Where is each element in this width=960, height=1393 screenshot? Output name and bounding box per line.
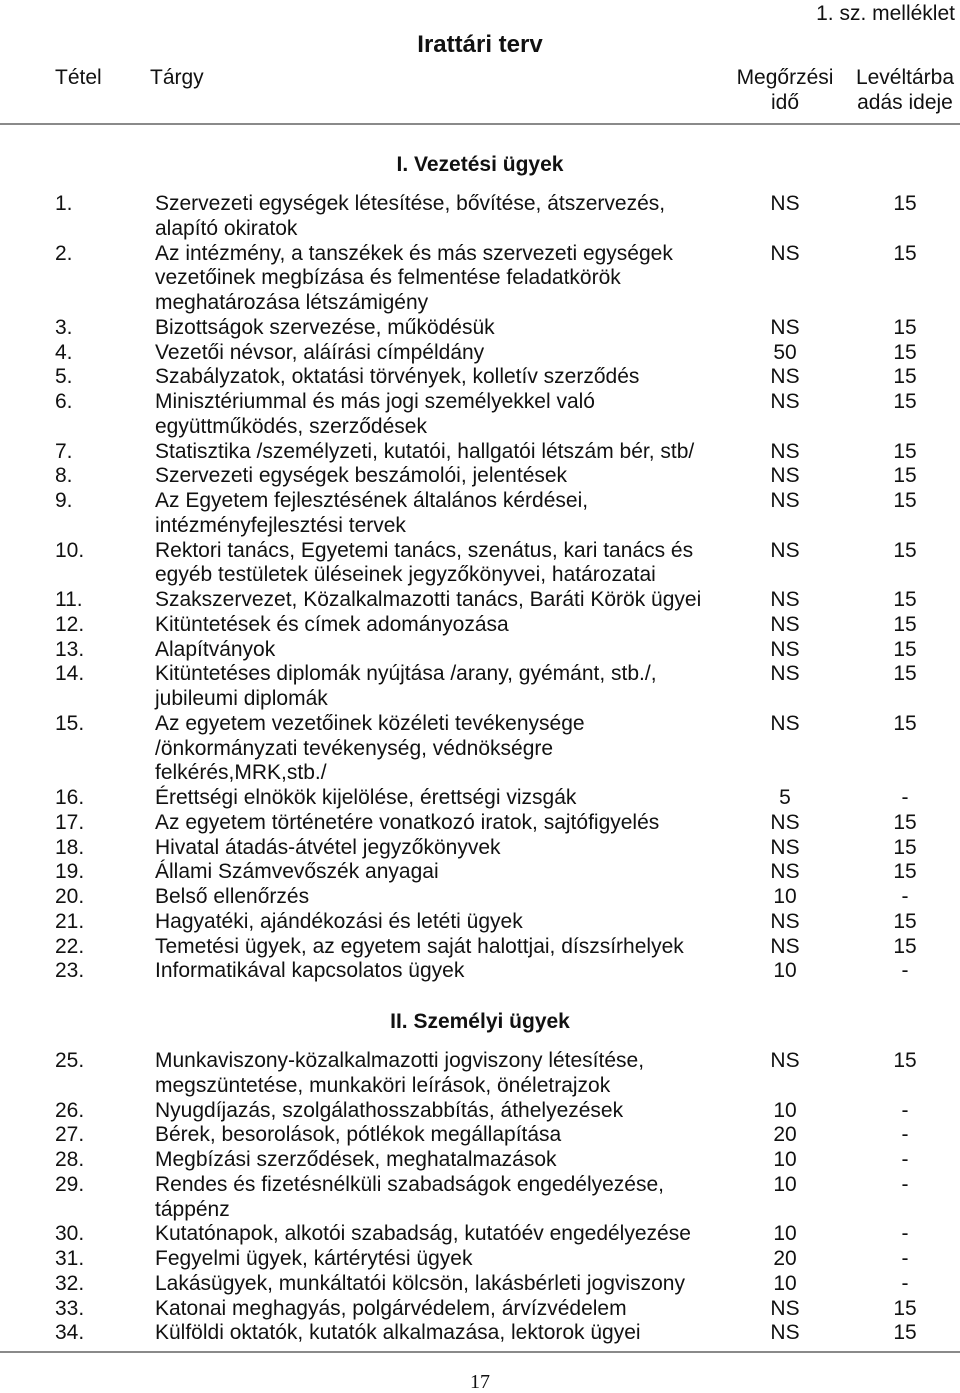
archive-transfer: 15 <box>893 365 917 389</box>
table-row <box>0 1222 960 1247</box>
table-row <box>0 1148 960 1173</box>
archive-transfer: 15 <box>893 315 917 339</box>
item-number: 7. <box>55 439 73 463</box>
archive-transfer: 15 <box>893 810 917 834</box>
item-number: 19. <box>55 860 85 884</box>
item-subject <box>155 662 725 712</box>
retention-period: NS <box>770 711 800 735</box>
item-subject <box>155 1148 725 1173</box>
item-number: 6. <box>55 390 73 413</box>
item-number: 26. <box>55 1098 85 1122</box>
item-number: 9. <box>55 489 73 512</box>
subject-line: intézményfejlesztési tervek <box>155 513 406 537</box>
archive-transfer: 15 <box>893 909 917 933</box>
table-row <box>0 489 960 539</box>
item-subject <box>155 1247 725 1272</box>
retention-period: NS <box>770 365 800 389</box>
item-subject <box>155 1173 725 1223</box>
retention-period: 10 <box>773 1271 797 1295</box>
item-number: 17. <box>55 810 85 834</box>
archive-transfer: 15 <box>893 1321 917 1345</box>
subject-line: Munkaviszony-közalkalmazotti jogviszony létesítése, <box>155 1049 645 1072</box>
item-subject <box>155 316 725 341</box>
section-heading: II. Személyi ügyek <box>390 1010 570 1033</box>
item-subject <box>155 1123 725 1148</box>
column-header-archive <box>855 66 955 115</box>
archive-transfer: 15 <box>893 1296 917 1320</box>
item-subject <box>155 786 725 811</box>
retention-period: 10 <box>773 885 797 908</box>
archive-transfer: 15 <box>893 1049 917 1072</box>
item-subject <box>155 836 725 861</box>
subject-line: Lakásügyek, munkáltatói kölcsön, lakásbérleti jogviszony <box>155 1271 685 1295</box>
table-row <box>0 1272 960 1297</box>
item-subject <box>155 341 725 366</box>
subject-line: Külföldi oktatók, kutatók alkalmazása, lektorok ügyei <box>155 1321 641 1345</box>
item-subject <box>155 712 725 786</box>
subject-line: Bizottságok szervezése, működésük <box>155 315 495 339</box>
table-row <box>0 811 960 836</box>
table-row <box>0 192 960 242</box>
item-subject <box>155 1297 725 1322</box>
retention-period: NS <box>770 538 800 562</box>
subject-line: Alapítványok <box>155 637 276 661</box>
retention-period: 10 <box>773 1098 797 1122</box>
item-number: 29. <box>55 1172 85 1196</box>
subject-line: /önkormányzati tevékenység, védnökségre <box>155 736 554 760</box>
item-subject <box>155 365 725 390</box>
subject-line: Informatikával kapcsolatos ügyek <box>155 959 465 983</box>
item-number: 4. <box>55 340 73 364</box>
retention-period: NS <box>770 1296 800 1320</box>
item-subject <box>155 1099 725 1124</box>
subject-line: Bérek, besorolások, pótlékok megállapítása <box>155 1123 562 1147</box>
table-row <box>0 464 960 489</box>
subject-line: Vezetői névsor, aláírási címpéldány <box>155 340 485 364</box>
retention-period: NS <box>770 315 800 339</box>
retention-period: NS <box>770 637 800 661</box>
item-number: 31. <box>55 1247 85 1270</box>
table-row <box>0 1297 960 1322</box>
retention-period: NS <box>770 489 800 512</box>
retention-period: NS <box>770 464 800 488</box>
subject-line: vezetőinek megbízása és felmentése feladatkörök <box>155 266 621 290</box>
table-row <box>0 885 960 910</box>
subject-line: Szakszervezet, Közalkalmazotti tanács, Baráti Körök ügyei <box>155 588 702 611</box>
subject-line: táppénz <box>155 1197 230 1221</box>
retention-period: NS <box>770 192 800 215</box>
section-rows <box>0 192 960 984</box>
subject-line: jubileumi diplomák <box>155 687 328 710</box>
subject-line: Kitüntetéses diplomák nyújtása /arany, gyémánt, stb./, <box>155 662 657 686</box>
column-header-archive-line: adás ideje <box>857 90 953 114</box>
table-row <box>0 588 960 613</box>
archive-transfer: 15 <box>893 711 917 735</box>
subject-line: Megbízási szerződések, meghatalmazások <box>155 1148 557 1171</box>
item-number: 15. <box>55 711 85 735</box>
item-number: 14. <box>55 662 85 686</box>
table-row <box>0 786 960 811</box>
item-number: 12. <box>55 612 85 636</box>
subject-line: Belső ellenőrzés <box>155 885 310 908</box>
item-subject <box>155 242 725 316</box>
archive-transfer: - <box>901 786 909 809</box>
column-header-retention <box>735 66 835 115</box>
item-number: 22. <box>55 934 85 958</box>
table-row <box>0 390 960 440</box>
item-number: 18. <box>55 835 85 859</box>
subject-line: Hagyatéki, ajándékozási és letéti ügyek <box>155 909 523 933</box>
table-row <box>0 910 960 935</box>
item-number: 28. <box>55 1148 85 1171</box>
item-subject <box>155 885 725 910</box>
item-number: 30. <box>55 1222 85 1246</box>
retention-period: 5 <box>779 786 791 809</box>
table-row <box>0 365 960 390</box>
item-subject <box>155 1222 725 1247</box>
table-row <box>0 613 960 638</box>
item-subject <box>155 959 725 984</box>
retention-period: NS <box>770 909 800 933</box>
archive-transfer: - <box>901 1247 909 1270</box>
item-subject <box>155 390 725 440</box>
archive-transfer: 15 <box>893 489 917 512</box>
item-number: 33. <box>55 1296 85 1320</box>
page-number: 17 <box>470 1371 490 1393</box>
subject-line: Szervezeti egységek beszámolói, jelentések <box>155 464 568 488</box>
retention-period: NS <box>770 1321 800 1345</box>
page-title: Irattári terv <box>417 31 543 58</box>
archive-transfer: 15 <box>893 241 917 265</box>
archive-transfer: 15 <box>893 439 917 463</box>
item-number: 8. <box>55 464 73 488</box>
item-subject <box>155 1272 725 1297</box>
section-personnel <box>0 1010 960 1346</box>
item-number: 34. <box>55 1321 85 1345</box>
table-row <box>0 860 960 885</box>
subject-line: meghatározása létszámigény <box>155 291 429 314</box>
retention-period: NS <box>770 934 800 958</box>
table-row <box>0 1247 960 1272</box>
column-header-retention-line: Megőrzési <box>736 66 834 89</box>
annex-label: 1. sz. melléklet <box>816 2 955 25</box>
archive-transfer: 15 <box>893 860 917 884</box>
archive-transfer: 15 <box>893 464 917 488</box>
archive-transfer: 15 <box>893 835 917 859</box>
item-subject <box>155 910 725 935</box>
archive-transfer: 15 <box>893 934 917 958</box>
subject-line: Nyugdíjazás, szolgálathosszabbítás, áthelyezések <box>155 1098 624 1122</box>
archive-transfer: - <box>901 1098 909 1122</box>
subject-line: Az egyetem történetére vonatkozó iratok, sajtófigyelés <box>155 810 660 834</box>
subject-line: egyéb testületek üléseinek jegyzőkönyvei, határozatai <box>155 563 656 587</box>
retention-period: NS <box>770 439 800 463</box>
section-rows <box>0 1049 960 1346</box>
retention-period: 50 <box>773 340 797 364</box>
item-subject <box>155 489 725 539</box>
subject-line: megszüntetése, munkaköri leírások, önéletrajzok <box>155 1073 611 1097</box>
retention-period: NS <box>770 810 800 834</box>
retention-period: NS <box>770 241 800 265</box>
archive-transfer: 15 <box>893 390 917 413</box>
archive-transfer: - <box>901 1271 909 1295</box>
item-number: 32. <box>55 1271 85 1295</box>
item-subject <box>155 613 725 638</box>
retention-period: 10 <box>773 1172 797 1196</box>
table-row <box>0 316 960 341</box>
item-subject <box>155 811 725 836</box>
table-row <box>0 1123 960 1148</box>
archive-transfer: 15 <box>893 662 917 686</box>
column-header-subject: Tárgy <box>150 66 204 89</box>
archive-transfer: 15 <box>893 637 917 661</box>
archive-transfer: - <box>901 1148 909 1171</box>
retention-period: NS <box>770 662 800 686</box>
archive-transfer: 15 <box>893 538 917 562</box>
retention-period: NS <box>770 612 800 636</box>
table-row <box>0 1099 960 1124</box>
subject-line: alapító okiratok <box>155 216 298 240</box>
retention-period: 10 <box>773 1222 797 1246</box>
archive-transfer: 15 <box>893 340 917 364</box>
item-number: 21. <box>55 909 85 933</box>
section-heading: I. Vezetési ügyek <box>396 153 564 176</box>
subject-line: együttműködés, szerződések <box>155 414 427 438</box>
item-subject <box>155 638 725 663</box>
item-number: 27. <box>55 1123 85 1147</box>
retention-period: NS <box>770 588 800 611</box>
item-subject <box>155 588 725 613</box>
item-number: 20. <box>55 885 85 908</box>
item-subject <box>155 440 725 465</box>
table-row <box>0 836 960 861</box>
subject-line: Az Egyetem fejlesztésének általános kérdései, <box>155 489 589 512</box>
item-number: 23. <box>55 959 85 983</box>
retention-period: 20 <box>773 1247 797 1270</box>
archive-transfer: 15 <box>893 588 917 611</box>
archive-transfer: - <box>901 885 909 908</box>
item-subject <box>155 1049 725 1099</box>
item-subject <box>155 539 725 589</box>
subject-line: Minisztériummal és más jogi személyekkel való <box>155 390 595 413</box>
item-number: 2. <box>55 241 73 265</box>
subject-line: Szervezeti egységek létesítése, bővítése, átszervezés, <box>155 192 666 215</box>
table-row <box>0 712 960 786</box>
subject-line: Rendes és fizetésnélküli szabadságok engedélyezése, <box>155 1172 664 1196</box>
item-number: 11. <box>55 588 83 611</box>
table-row <box>0 935 960 960</box>
subject-line: Érettségi elnökök kijelölése, érettségi vizsgák <box>155 786 577 809</box>
subject-line: Kitüntetések és címek adományozása <box>155 612 509 636</box>
table-row <box>0 959 960 984</box>
archive-transfer: 15 <box>893 192 917 215</box>
footer-divider <box>0 1351 960 1353</box>
column-header-retention-line: idő <box>770 90 800 114</box>
table-row <box>0 638 960 663</box>
column-header-archive-line: Levéltárba <box>855 66 955 89</box>
subject-line: Kutatónapok, alkotói szabadság, kutatóév engedélyezése <box>155 1222 691 1246</box>
table-row <box>0 1049 960 1099</box>
archive-transfer: - <box>901 1172 909 1196</box>
table-row <box>0 1173 960 1223</box>
table-row <box>0 341 960 366</box>
item-number: 5. <box>55 365 73 389</box>
subject-line: Fegyelmi ügyek, kártérytési ügyek <box>155 1247 473 1270</box>
column-header-item: Tétel <box>55 66 102 89</box>
archive-transfer: - <box>901 1123 909 1147</box>
subject-line: Katonai meghagyás, polgárvédelem, árvízvédelem <box>155 1296 627 1320</box>
subject-line: Temetési ügyek, az egyetem saját halottjai, díszsírhelyek <box>155 934 684 958</box>
retention-period: NS <box>770 1049 800 1072</box>
archive-transfer: - <box>901 1222 909 1246</box>
table-row <box>0 539 960 589</box>
retention-period: NS <box>770 390 800 413</box>
table-row <box>0 242 960 316</box>
archive-transfer: - <box>901 959 909 983</box>
retention-period: NS <box>770 860 800 884</box>
retention-period: 10 <box>773 1148 797 1171</box>
item-number: 1. <box>55 192 73 215</box>
table-row <box>0 662 960 712</box>
header-divider <box>0 123 960 125</box>
archive-transfer: 15 <box>893 612 917 636</box>
item-number: 10. <box>55 538 85 562</box>
subject-line: Az egyetem vezetőinek közéleti tevékenysége <box>155 711 585 735</box>
item-subject <box>155 935 725 960</box>
retention-period: 20 <box>773 1123 797 1147</box>
item-subject <box>155 192 725 242</box>
section-management <box>0 153 960 984</box>
subject-line: Az intézmény, a tanszékek és más szervezeti egységek <box>155 241 673 265</box>
subject-line: Hivatal átadás-átvétel jegyzőkönyvek <box>155 835 501 859</box>
subject-line: Állami Számvevőszék anyagai <box>155 860 439 884</box>
retention-period: NS <box>770 835 800 859</box>
item-subject <box>155 1321 725 1346</box>
subject-line: Szabályzatok, oktatási törvények, kolletív szerződés <box>155 365 640 389</box>
item-number: 25. <box>55 1049 85 1072</box>
subject-line: felkérés,MRK,stb./ <box>155 761 327 785</box>
item-subject <box>155 464 725 489</box>
item-number: 13. <box>55 637 85 661</box>
item-number: 3. <box>55 315 73 339</box>
item-subject <box>155 860 725 885</box>
retention-period: 10 <box>773 959 797 983</box>
item-number: 16. <box>55 786 85 809</box>
subject-line: Statisztika /személyzeti, kutatói, hallgatói létszám bér, stb/ <box>155 439 695 463</box>
table-row <box>0 1321 960 1346</box>
subject-line: Rektori tanács, Egyetemi tanács, szenátus, kari tanács és <box>155 538 694 562</box>
table-row <box>0 440 960 465</box>
